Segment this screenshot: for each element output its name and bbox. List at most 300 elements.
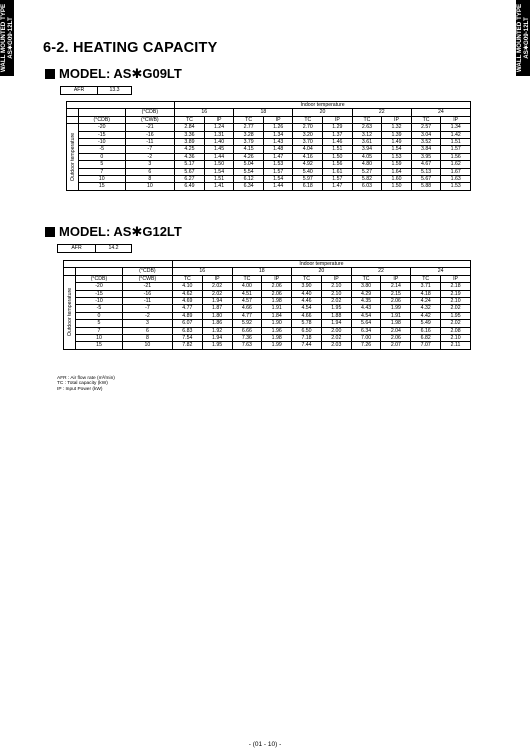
cdb-value: 0 — [79, 153, 126, 160]
cdb-value: 10 — [79, 175, 126, 182]
table-row — [64, 297, 471, 304]
side-tab-line1: WALL MOUNTED TYPE — [516, 3, 524, 73]
tc-header: TC — [411, 275, 441, 282]
tc-value: 4.80 — [352, 161, 382, 168]
legend-item: IP : Input Power (kW) — [57, 386, 103, 392]
tc-value: 2.84 — [175, 124, 205, 131]
ip-value: 2.10 — [321, 290, 351, 297]
ip-value: 1.92 — [202, 327, 232, 334]
cdb-value: -20 — [79, 124, 126, 131]
ip-value: 1.56 — [441, 153, 471, 160]
ip-value: 1.44 — [263, 183, 293, 190]
tc-value: 3.20 — [293, 131, 323, 138]
tc-header: TC — [293, 116, 323, 123]
ip-header: IP — [382, 116, 412, 123]
ip-value: 1.99 — [262, 342, 292, 349]
ip-value: 1.67 — [441, 168, 471, 175]
ip-value: 1.95 — [202, 342, 232, 349]
corner-cell — [79, 109, 126, 116]
tc-value: 4.54 — [292, 305, 322, 312]
ip-value: 2.06 — [381, 334, 411, 341]
tc-value: 4.36 — [175, 153, 205, 160]
ip-value: 2.19 — [441, 290, 471, 297]
tc-header: TC — [232, 275, 262, 282]
tc-value: 4.67 — [411, 161, 441, 168]
ip-value: 2.02 — [202, 290, 232, 297]
ip-value: 1.90 — [262, 320, 292, 327]
ip-value: 1.34 — [263, 131, 293, 138]
tc-header: TC — [351, 275, 381, 282]
ip-value: 1.60 — [382, 175, 412, 182]
cwb-value: 10 — [122, 342, 172, 349]
ip-value: 1.98 — [262, 334, 292, 341]
cwb-value: -21 — [125, 124, 175, 131]
ip-value: 2.10 — [321, 283, 351, 290]
tc-value: 3.36 — [175, 131, 205, 138]
model-label: MODEL: AS✱G09LT — [59, 66, 182, 81]
cdb-unit-header: (°CDB) — [79, 116, 126, 123]
afr-value: 13.3 — [98, 87, 132, 95]
ip-value: 1.61 — [323, 168, 353, 175]
ip-value: 1.63 — [441, 175, 471, 182]
table-row — [64, 290, 471, 297]
ip-value: 1.51 — [204, 175, 234, 182]
ip-value: 2.02 — [321, 334, 351, 341]
legend — [57, 376, 115, 392]
page-title: 6-2. HEATING CAPACITY — [43, 40, 218, 56]
cwb-value: 8 — [122, 334, 172, 341]
tc-value: 6.50 — [292, 327, 322, 334]
cdb-unit-header: (°CDB) — [122, 268, 172, 275]
ip-value: 1.37 — [323, 131, 353, 138]
model-label: MODEL: AS✱G12LT — [59, 224, 182, 239]
tc-value: 4.89 — [172, 312, 202, 319]
ip-value: 1.91 — [381, 312, 411, 319]
ip-value: 1.45 — [204, 146, 234, 153]
ip-value: 2.11 — [441, 342, 471, 349]
ip-value: 1.29 — [323, 124, 353, 131]
ip-value: 2.06 — [381, 297, 411, 304]
tc-value: 5.92 — [232, 320, 262, 327]
ip-value: 1.98 — [262, 297, 292, 304]
tc-value: 3.89 — [175, 138, 205, 145]
tc-value: 7.00 — [351, 334, 381, 341]
indoor-temp-header: 20 — [293, 109, 352, 116]
table-row — [67, 124, 471, 131]
ip-value: 1.56 — [323, 161, 353, 168]
tc-value: 6.07 — [172, 320, 202, 327]
ip-value: 1.50 — [323, 153, 353, 160]
side-tab-line1: WALL MOUNTED TYPE — [0, 3, 8, 73]
tc-value: 5.04 — [234, 161, 264, 168]
ip-value: 1.39 — [382, 131, 412, 138]
tc-value: 6.12 — [234, 175, 264, 182]
tc-value: 5.49 — [411, 320, 441, 327]
tc-value: 4.66 — [292, 312, 322, 319]
tc-value: 7.07 — [411, 342, 441, 349]
tc-value: 5.67 — [411, 175, 441, 182]
ip-value: 1.99 — [381, 305, 411, 312]
tc-value: 5.88 — [411, 183, 441, 190]
tc-value: 6.34 — [351, 327, 381, 334]
ip-value: 1.34 — [441, 124, 471, 131]
tc-value: 6.16 — [411, 327, 441, 334]
tc-value: 4.42 — [411, 312, 441, 319]
tc-value: 4.16 — [293, 153, 323, 160]
cwb-value: 6 — [125, 168, 175, 175]
ip-value: 2.04 — [381, 327, 411, 334]
cdb-value: 5 — [76, 320, 123, 327]
ip-value: 1.62 — [441, 161, 471, 168]
cwb-value: -7 — [122, 305, 172, 312]
tc-value: 7.82 — [172, 342, 202, 349]
tc-value: 5.40 — [293, 168, 323, 175]
tc-value: 6.49 — [175, 183, 205, 190]
ip-value: 1.44 — [204, 153, 234, 160]
tc-value: 4.29 — [351, 290, 381, 297]
ip-header: IP — [202, 275, 232, 282]
afr-label: AFR — [61, 87, 98, 95]
outdoor-temperature-text: Outdoor temperature — [69, 132, 76, 181]
ip-value: 1.94 — [321, 320, 351, 327]
cdb-value: 7 — [76, 327, 123, 334]
ip-value: 2.15 — [381, 290, 411, 297]
ip-value: 1.57 — [263, 168, 293, 175]
table-row — [67, 153, 471, 160]
table-row — [64, 305, 471, 312]
tc-value: 7.63 — [232, 342, 262, 349]
cwb-value: -16 — [122, 290, 172, 297]
tc-value: 4.46 — [292, 297, 322, 304]
cwb-value: -2 — [122, 312, 172, 319]
ip-header: IP — [441, 275, 471, 282]
tc-value: 6.83 — [172, 327, 202, 334]
tc-value: 3.79 — [234, 138, 264, 145]
tc-value: 2.63 — [352, 124, 382, 131]
indoor-temperature-header: Indoor temperature — [175, 102, 471, 109]
tc-value: 5.17 — [175, 161, 205, 168]
tc-value: 6.66 — [232, 327, 262, 334]
afr-table — [57, 244, 132, 253]
tc-value: 3.04 — [411, 131, 441, 138]
cdb-value: 15 — [76, 342, 123, 349]
table-row — [67, 175, 471, 182]
page-number: - (01 - 10) - — [248, 741, 282, 748]
indoor-temp-header: 24 — [411, 268, 471, 275]
tc-header: TC — [175, 116, 205, 123]
afr-value: 14.2 — [96, 245, 132, 253]
ip-value: 1.94 — [202, 334, 232, 341]
ip-header: IP — [381, 275, 411, 282]
tc-value: 4.26 — [234, 153, 264, 160]
cwb-value: 10 — [125, 183, 175, 190]
cdb-value: 0 — [76, 312, 123, 319]
ip-value: 1.57 — [441, 146, 471, 153]
indoor-temp-header: 22 — [352, 109, 411, 116]
tc-value: 3.12 — [352, 131, 382, 138]
ip-value: 1.47 — [263, 153, 293, 160]
cdb-value: 15 — [79, 183, 126, 190]
tc-header: TC — [352, 116, 382, 123]
tc-value: 7.54 — [172, 334, 202, 341]
ip-value: 1.48 — [263, 146, 293, 153]
table-row — [64, 283, 471, 290]
tc-value: 7.36 — [232, 334, 262, 341]
ip-value: 1.42 — [441, 131, 471, 138]
ip-value: 2.18 — [441, 283, 471, 290]
cdb-value: -15 — [79, 131, 126, 138]
corner-cell — [64, 261, 173, 268]
table-row — [64, 342, 471, 349]
table-row — [67, 161, 471, 168]
tc-header: TC — [411, 116, 441, 123]
ip-value: 2.07 — [381, 342, 411, 349]
ip-value: 1.95 — [321, 305, 351, 312]
ip-header: IP — [262, 275, 292, 282]
cwb-unit-header: (°CWB) — [122, 275, 172, 282]
corner-cell — [67, 109, 79, 116]
tc-value: 3.70 — [293, 138, 323, 145]
ip-value: 1.32 — [382, 124, 412, 131]
table-row — [67, 183, 471, 190]
ip-value: 1.80 — [202, 312, 232, 319]
tc-header: TC — [172, 275, 202, 282]
table-row — [64, 312, 471, 319]
ip-value: 1.84 — [262, 312, 292, 319]
outdoor-temperature-label — [67, 124, 79, 191]
ip-value: 1.98 — [381, 320, 411, 327]
ip-header: IP — [204, 116, 234, 123]
ip-value: 1.54 — [382, 146, 412, 153]
cdb-unit-header: (°CDB) — [76, 275, 123, 282]
tc-header: TC — [292, 275, 322, 282]
cdb-value: -5 — [76, 305, 123, 312]
cdb-unit-header: (°CDB) — [125, 109, 175, 116]
cwb-value: -11 — [122, 297, 172, 304]
cwb-value: -11 — [125, 138, 175, 145]
tc-value: 4.00 — [232, 283, 262, 290]
indoor-temp-header: 16 — [175, 109, 234, 116]
tc-value: 3.61 — [352, 138, 382, 145]
ip-value: 1.86 — [202, 320, 232, 327]
corner-cell — [76, 268, 123, 275]
indoor-temp-header: 24 — [411, 109, 470, 116]
ip-value: 1.51 — [323, 146, 353, 153]
ip-value: 2.06 — [262, 283, 292, 290]
tc-value: 4.05 — [352, 153, 382, 160]
ip-value: 1.91 — [262, 305, 292, 312]
tc-value: 3.90 — [292, 283, 322, 290]
ip-value: 1.95 — [441, 312, 471, 319]
side-tab-right — [516, 0, 530, 76]
table-row — [64, 334, 471, 341]
cdb-value: -15 — [76, 290, 123, 297]
ip-value: 2.08 — [441, 327, 471, 334]
ip-value: 1.96 — [262, 327, 292, 334]
ip-value: 2.14 — [381, 283, 411, 290]
tc-value: 3.28 — [234, 131, 264, 138]
square-bullet-icon — [45, 69, 55, 79]
tc-value: 4.32 — [411, 305, 441, 312]
tc-value: 5.27 — [352, 168, 382, 175]
tc-value: 6.34 — [234, 183, 264, 190]
side-tab-line2: AS✱G09-12LT — [523, 17, 530, 59]
corner-cell — [64, 268, 76, 275]
ip-value: 1.59 — [382, 161, 412, 168]
tc-value: 4.10 — [172, 283, 202, 290]
table-row — [67, 168, 471, 175]
indoor-temp-header: 20 — [292, 268, 352, 275]
tc-value: 7.26 — [351, 342, 381, 349]
legend-item: AFR : Air flow rate (m³/min) — [57, 376, 115, 381]
tc-value: 5.82 — [352, 175, 382, 182]
outdoor-temperature-text: Outdoor temperature — [66, 288, 73, 337]
tc-value: 4.24 — [411, 297, 441, 304]
ip-value: 1.53 — [263, 161, 293, 168]
ip-value: 1.88 — [321, 312, 351, 319]
cwb-value: 6 — [122, 327, 172, 334]
ip-value: 2.10 — [441, 334, 471, 341]
ip-value: 2.02 — [321, 297, 351, 304]
table-row — [67, 138, 471, 145]
ip-value: 1.50 — [204, 161, 234, 168]
table-row — [67, 146, 471, 153]
ip-value: 2.03 — [321, 342, 351, 349]
side-tab-line2: AS✱G09-12LT — [7, 17, 15, 59]
tc-value: 2.77 — [234, 124, 264, 131]
ip-value: 2.02 — [202, 283, 232, 290]
cwb-value: -21 — [122, 283, 172, 290]
ip-value: 1.87 — [202, 305, 232, 312]
ip-value: 1.40 — [204, 138, 234, 145]
tc-value: 4.66 — [232, 305, 262, 312]
cdb-value: -5 — [79, 146, 126, 153]
model-heading — [45, 224, 182, 240]
ip-value: 1.49 — [382, 138, 412, 145]
corner-cell — [67, 102, 175, 109]
ip-value: 1.54 — [204, 168, 234, 175]
table-row — [64, 320, 471, 327]
cwb-value: -7 — [125, 146, 175, 153]
tc-value: 4.43 — [351, 305, 381, 312]
tc-value: 2.70 — [293, 124, 323, 131]
tc-value: 4.18 — [411, 290, 441, 297]
ip-value: 1.47 — [323, 183, 353, 190]
tc-value: 4.57 — [232, 297, 262, 304]
ip-value: 2.10 — [441, 297, 471, 304]
cdb-value: -20 — [76, 283, 123, 290]
tc-value: 5.13 — [411, 168, 441, 175]
outdoor-temperature-label — [64, 275, 76, 349]
ip-value: 1.53 — [441, 183, 471, 190]
tc-value: 4.35 — [351, 297, 381, 304]
tc-value: 3.94 — [352, 146, 382, 153]
tc-value: 7.44 — [292, 342, 322, 349]
tc-value: 5.54 — [234, 168, 264, 175]
tc-value: 4.69 — [172, 297, 202, 304]
ip-header: IP — [441, 116, 471, 123]
afr-label: AFR — [58, 245, 96, 253]
ip-value: 1.51 — [441, 138, 471, 145]
tc-value: 5.97 — [293, 175, 323, 182]
indoor-temp-header: 18 — [232, 268, 292, 275]
cwb-value: 3 — [125, 161, 175, 168]
ip-value: 1.24 — [204, 124, 234, 131]
cwb-value: 8 — [125, 175, 175, 182]
performance-table — [63, 260, 471, 350]
ip-value: 2.00 — [321, 327, 351, 334]
tc-value: 6.27 — [175, 175, 205, 182]
legend-item: TC : Total capacity (kW) — [57, 381, 108, 387]
tc-value: 4.77 — [232, 312, 262, 319]
tc-value: 4.77 — [172, 305, 202, 312]
cwb-value: -16 — [125, 131, 175, 138]
ip-value: 1.31 — [204, 131, 234, 138]
tc-value: 6.18 — [293, 183, 323, 190]
ip-value: 1.41 — [204, 183, 234, 190]
ip-header: IP — [263, 116, 293, 123]
ip-value: 1.94 — [202, 297, 232, 304]
cwb-value: -2 — [125, 153, 175, 160]
tc-value: 3.52 — [411, 138, 441, 145]
model-heading — [45, 66, 182, 82]
indoor-temp-header: 18 — [234, 109, 293, 116]
tc-header: TC — [234, 116, 264, 123]
tc-value: 4.25 — [175, 146, 205, 153]
indoor-temp-header: 22 — [351, 268, 411, 275]
table-row — [64, 327, 471, 334]
ip-value: 1.50 — [382, 183, 412, 190]
indoor-temp-header: 16 — [172, 268, 232, 275]
tc-value: 3.80 — [351, 283, 381, 290]
tc-value: 4.04 — [293, 146, 323, 153]
side-tab-left — [0, 0, 14, 76]
tc-value: 6.03 — [352, 183, 382, 190]
cdb-value: 5 — [79, 161, 126, 168]
tc-value: 7.18 — [292, 334, 322, 341]
cdb-value: 7 — [79, 168, 126, 175]
cdb-value: -10 — [79, 138, 126, 145]
tc-value: 4.40 — [292, 290, 322, 297]
ip-value: 1.54 — [263, 175, 293, 182]
performance-table — [66, 101, 471, 191]
tc-value: 2.57 — [411, 124, 441, 131]
tc-value: 4.92 — [293, 161, 323, 168]
tc-value: 5.67 — [175, 168, 205, 175]
tc-value: 4.51 — [232, 290, 262, 297]
cwb-unit-header: (°CWB) — [125, 116, 175, 123]
tc-value: 3.71 — [411, 283, 441, 290]
tc-value: 5.64 — [351, 320, 381, 327]
ip-value: 1.46 — [323, 138, 353, 145]
cwb-value: 3 — [122, 320, 172, 327]
ip-value: 1.64 — [382, 168, 412, 175]
tc-value: 6.82 — [411, 334, 441, 341]
tc-value: 3.95 — [411, 153, 441, 160]
tc-value: 5.78 — [292, 320, 322, 327]
corner-cell — [67, 116, 79, 123]
ip-header: IP — [321, 275, 351, 282]
ip-header: IP — [323, 116, 353, 123]
tc-value: 3.84 — [411, 146, 441, 153]
ip-value: 1.43 — [263, 138, 293, 145]
ip-value: 2.02 — [441, 320, 471, 327]
ip-value: 2.02 — [441, 305, 471, 312]
ip-value: 1.57 — [323, 175, 353, 182]
ip-value: 1.53 — [382, 153, 412, 160]
ip-value: 1.26 — [263, 124, 293, 131]
table-row — [67, 131, 471, 138]
